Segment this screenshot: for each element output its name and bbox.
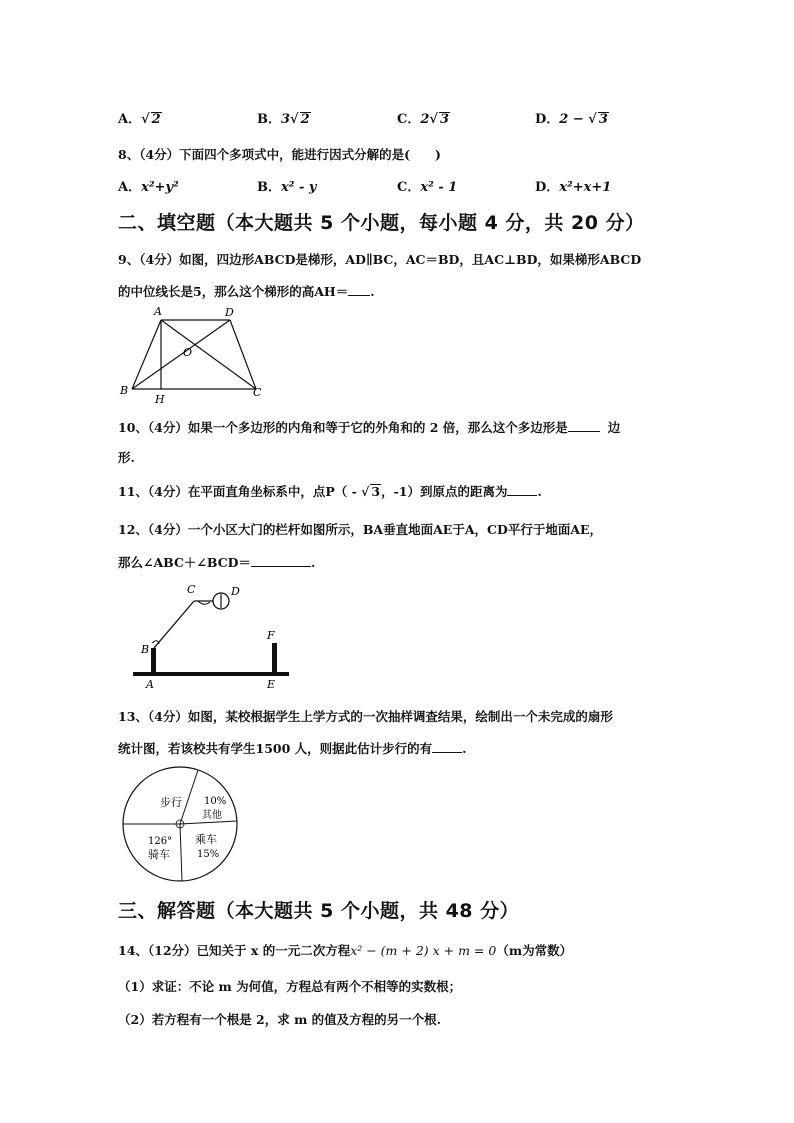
label-a: A [154,305,162,318]
option-letter: A． [118,180,142,195]
q9-line1: 9、（4分）如图，四边形ABCD是梯形，AD∥BC，AC＝BD，且AC⊥BD，如果梯形ABCD [118,252,642,267]
q13-line2 [118,739,467,757]
q14-equation: x² − (m + 2) x + m = 0 [350,943,497,958]
q12-line2 [118,553,315,571]
option-coef: 2 − [559,112,589,127]
label-c: C [187,583,196,596]
q10-line1 [118,418,620,436]
q9-line2-text: 的中位线长是5，那么这个梯形的高AH＝ [118,284,349,299]
label-walk: 步行 [160,796,182,809]
label-b: B [120,384,129,397]
option-letter: D． [535,112,560,127]
option-coef: 2 [420,112,430,127]
trapezoid-figure [112,303,272,405]
gate-figure [128,580,298,690]
label-bike: 骑车 [148,848,170,861]
q9-line2 [118,282,375,300]
section-3-title: 三、解答题（本大题共 5 个小题，共 48 分） [118,900,520,922]
side-dc [230,320,256,389]
radicand: 2 [151,112,161,127]
label-h: H [155,393,165,405]
option-text: x² - 1 [420,180,458,195]
q8-option-a [118,176,179,195]
q10-line2: 形. [118,450,135,465]
q12-line2-text: 那么∠ABC＋∠BCD＝ [118,555,251,570]
option-letter: B． [257,112,281,127]
option-letter: B． [257,180,281,195]
q11-pre: 11、（4分）在平面直角坐标系中，点P（ - [118,484,362,499]
answer-blank [507,483,537,496]
q11-end: . [537,484,542,499]
label-b: B [141,643,150,656]
option-letter: A． [118,112,142,127]
q14-part1: （1）求证：不论 m 为何值，方程总有两个不相等的实数根； [118,979,462,994]
q12-line1: 12、（4分）一个小区大门的栏杆如图所示，BA垂直地面AE于A，CD平行于地面AE， [118,522,603,537]
label-d: D [225,306,234,319]
option-letter: C． [397,180,421,195]
q9-line2-end: . [370,284,375,299]
q14-stem [118,941,572,959]
q8-option-b [257,176,316,195]
pie-divider-right [180,821,237,824]
label-a: A [146,678,154,690]
option-letter: D． [535,180,560,195]
q8-stem: 8、（4分）下面四个多项式中，能进行因式分解的是( ) [118,147,441,162]
answer-blank [432,740,462,753]
q14-pre: 14、（12分）已知关于 x 的一元二次方程 [118,943,351,958]
section-2-title: 二、填空题（本大题共 5 个小题，每小题 4 分，共 20 分） [118,212,645,234]
answer-blank [348,283,370,296]
pie-divider-top [180,770,198,824]
label-bike-deg: 126° [148,836,173,847]
radicand: 3 [598,112,608,127]
label-c: C [253,386,262,399]
option-text: x²+y² [141,180,179,195]
radicand: 3 [371,484,381,499]
label-car-pct: 15% [197,849,220,860]
q7-option-a: A．√ 2 [118,112,161,127]
q14-part2: （2）若方程有一个根是 2，求 m 的值及方程的另一个根. [118,1012,442,1027]
q13-line2-text: 统计图，若该校共有学生1500 人，则据此估计步行的有 [118,741,433,756]
q13-line1: 13、（4分）如图，某校根据学生上学方式的一次抽样调查结果，绘制出一个未完成的扇形 [118,709,613,724]
q8-option-c [397,176,457,195]
q7-option-d: D．2 − √ 3 [535,112,608,127]
label-d: D [231,585,240,598]
label-f: F [267,629,275,642]
pie-divider-bottom [180,824,182,881]
q7-option-c: C．2√ 3 [397,112,449,127]
q11-line: 11、（4分）在平面直角坐标系中，点P（ - √ 3，-1）到原点的距离为 . [118,484,542,499]
radicand: 2 [300,112,310,127]
label-other: 其他 [202,810,222,821]
label-e: E [267,678,276,690]
q13-line2-end: . [462,741,467,756]
q7-option-b: B．3√ 2 [257,112,310,127]
label-o: O [183,346,193,359]
q10-line1-end: 边 [607,420,621,435]
answer-blank [568,419,600,432]
q14-post: （m为常数） [496,943,573,958]
label-car: 乘车 [195,833,217,846]
pie-chart-figure [120,764,242,886]
option-text: x²+x+1 [559,180,612,195]
q10-line1-text: 10、（4分）如果一个多边形的内角和等于它的外角和的 2 倍，那么这个多边形是 [118,420,568,435]
q12-line2-end: . [310,555,316,570]
label-other-pct: 10% [204,796,227,807]
answer-blank [251,554,311,567]
bar-bc [154,601,194,648]
option-text: x² - y [281,180,317,195]
diagonal-ac [161,320,256,389]
option-letter: C． [397,112,421,127]
option-coef: 3 [281,112,291,127]
post-fe [272,643,277,674]
radicand: 3 [439,112,449,127]
q11-post: ，-1）到原点的距离为 [381,484,508,499]
post-ba [151,648,156,674]
q8-option-d [535,176,611,195]
